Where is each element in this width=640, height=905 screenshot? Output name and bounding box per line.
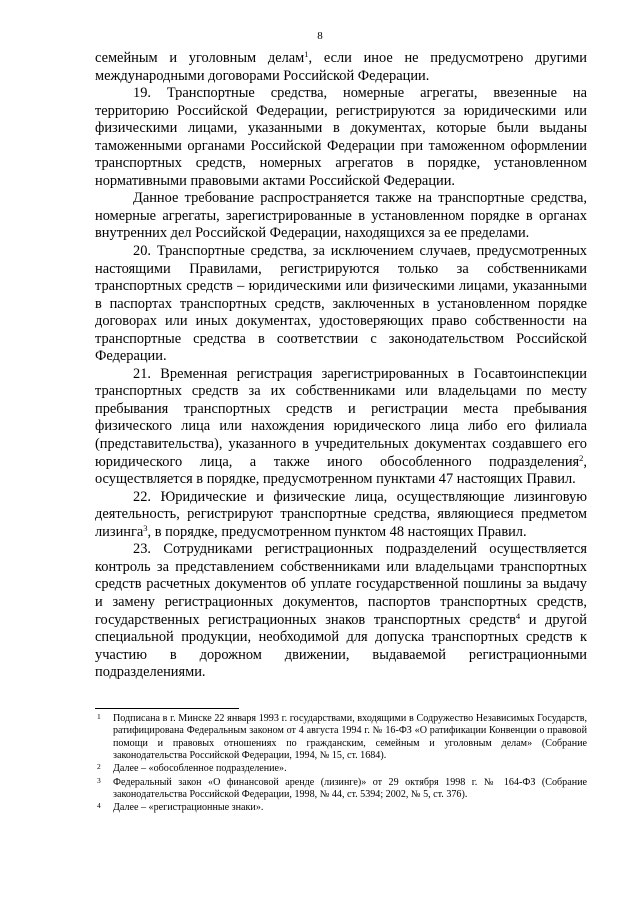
document-body xyxy=(95,50,587,682)
paragraph-21 xyxy=(95,366,587,489)
paragraph-19: 19. Транспортные средства, номерные агрегаты, ввезенные на территорию Российской Федерации, регистрируются за юридическими или физическими лицами, указанными в документах, которые были выданы таможенными органами Российской Федерации при таможенном оформлении транспортных средств, номерных агрегатов в порядке, установленном нормативными правовыми актами Российской Федерации. xyxy=(95,85,587,189)
footnote-mark: 2 xyxy=(97,762,101,772)
footnote-1 xyxy=(95,713,587,762)
footnote-ref-1: 1 xyxy=(304,49,309,59)
paragraph-continuation xyxy=(95,50,587,85)
footnote-ref-4: 4 xyxy=(515,610,521,621)
paragraph-text-tail: , если иное не предусмотрено другими международными договорами Российской Федерации. xyxy=(95,50,587,84)
footnote-mark: 3 xyxy=(97,775,101,785)
paragraph-19-addendum: Данное требование распространяется также на транспортные средства, номерные агрегаты, зарегистрированные в установленном порядке в органах внутренних дел Российской Федерации, находящихся за ее пределами. xyxy=(95,190,587,242)
paragraph-text-tail: и другой специальной продукции, необходимой для допуска транспортных средств к участию в дорожном движении, выдаваемой регистрационными подразделениями. xyxy=(95,611,587,681)
paragraph-text: 21. Временная регистрация зарегистрированных в Госавтоинспекции транспортных средств за их собственниками или владельцами по месту пребывания транспортных средств и регистрации места пребывания физического лица или нахождения юридического лица либо его филиала (представительства), указанного в учредительных документах создавшего его юридического лица, а также иного обособленного подразделения xyxy=(95,365,587,470)
paragraph-text: 22. Юридические и физические лица, осуществляющие лизинговую деятельность, регистрируют транспортные средства, являющиеся предметом лизинга xyxy=(95,488,587,540)
footnote-text: Федеральный закон «О финансовой аренде (лизинге)» от 29 октября 1998 г. № 164-ФЗ (Собрание законодательства Российской Федерации, 1998, № 44, ст. 5394; 2002, № 5, ст. 376). xyxy=(113,776,587,801)
footnotes xyxy=(95,713,587,815)
footnote-text: Подписана в г. Минске 22 января 1993 г. государствами, входящими в Содружество Независимых Государств, ратифицирована Федеральным законом от 4 августа 1994 г. № 16-ФЗ «О ратификации Конвенции о правовой помощи и правовых отношениях по гражданским, семейным и уголовным делам» (Собрание законодательства Российской Федерации, 1994, № 15, ст. 1684). xyxy=(113,713,587,762)
footnote-mark: 1 xyxy=(97,712,101,721)
paragraph-text-tail: , в порядке, предусмотренном пунктом 48 настоящих Правил. xyxy=(147,523,527,540)
paragraph-text-tail: , осуществляется в порядке, предусмотренном пунктами 47 настоящих Правил. xyxy=(95,453,587,488)
footnote-separator xyxy=(95,708,239,709)
paragraph-text: 23. Сотрудниками регистрационных подразделений осуществляется контроль за представлением собственниками или владельцами транспортных средств расчетных документов об уплате государственной пошлины за выдачу и замену регистрационных документов, паспортов транспортных средств, государственных регистрационных знаков транспортных средств xyxy=(95,541,587,628)
footnote-text: Далее – «регистрационные знаки». xyxy=(113,802,264,814)
footnote-mark: 4 xyxy=(97,801,101,811)
paragraph-20: 20. Транспортные средства, за исключением случаев, предусмотренных настоящими Правилами, регистрируются только за собственниками транспортных средств – юридическими или физическими лицами, указанными в паспортах транспортных средств, заключенных в установленном порядке договорах или иных документах, удостоверяющих право собственности на транспортные средства в соответствии с законодательством Российской Федерации. xyxy=(95,243,587,365)
footnote-ref-2: 2 xyxy=(579,452,584,463)
paragraph-23 xyxy=(95,541,587,681)
footnote-ref-3: 3 xyxy=(143,522,148,533)
footnote-4 xyxy=(95,802,587,814)
paragraph-text: семейным и уголовным делам xyxy=(95,50,305,66)
paragraph-22 xyxy=(95,489,587,542)
page-number: 8 xyxy=(317,30,323,42)
footnote-2 xyxy=(95,763,587,775)
footnote-text: Далее – «обособленное подразделение». xyxy=(113,763,287,775)
footnote-3 xyxy=(95,777,587,802)
